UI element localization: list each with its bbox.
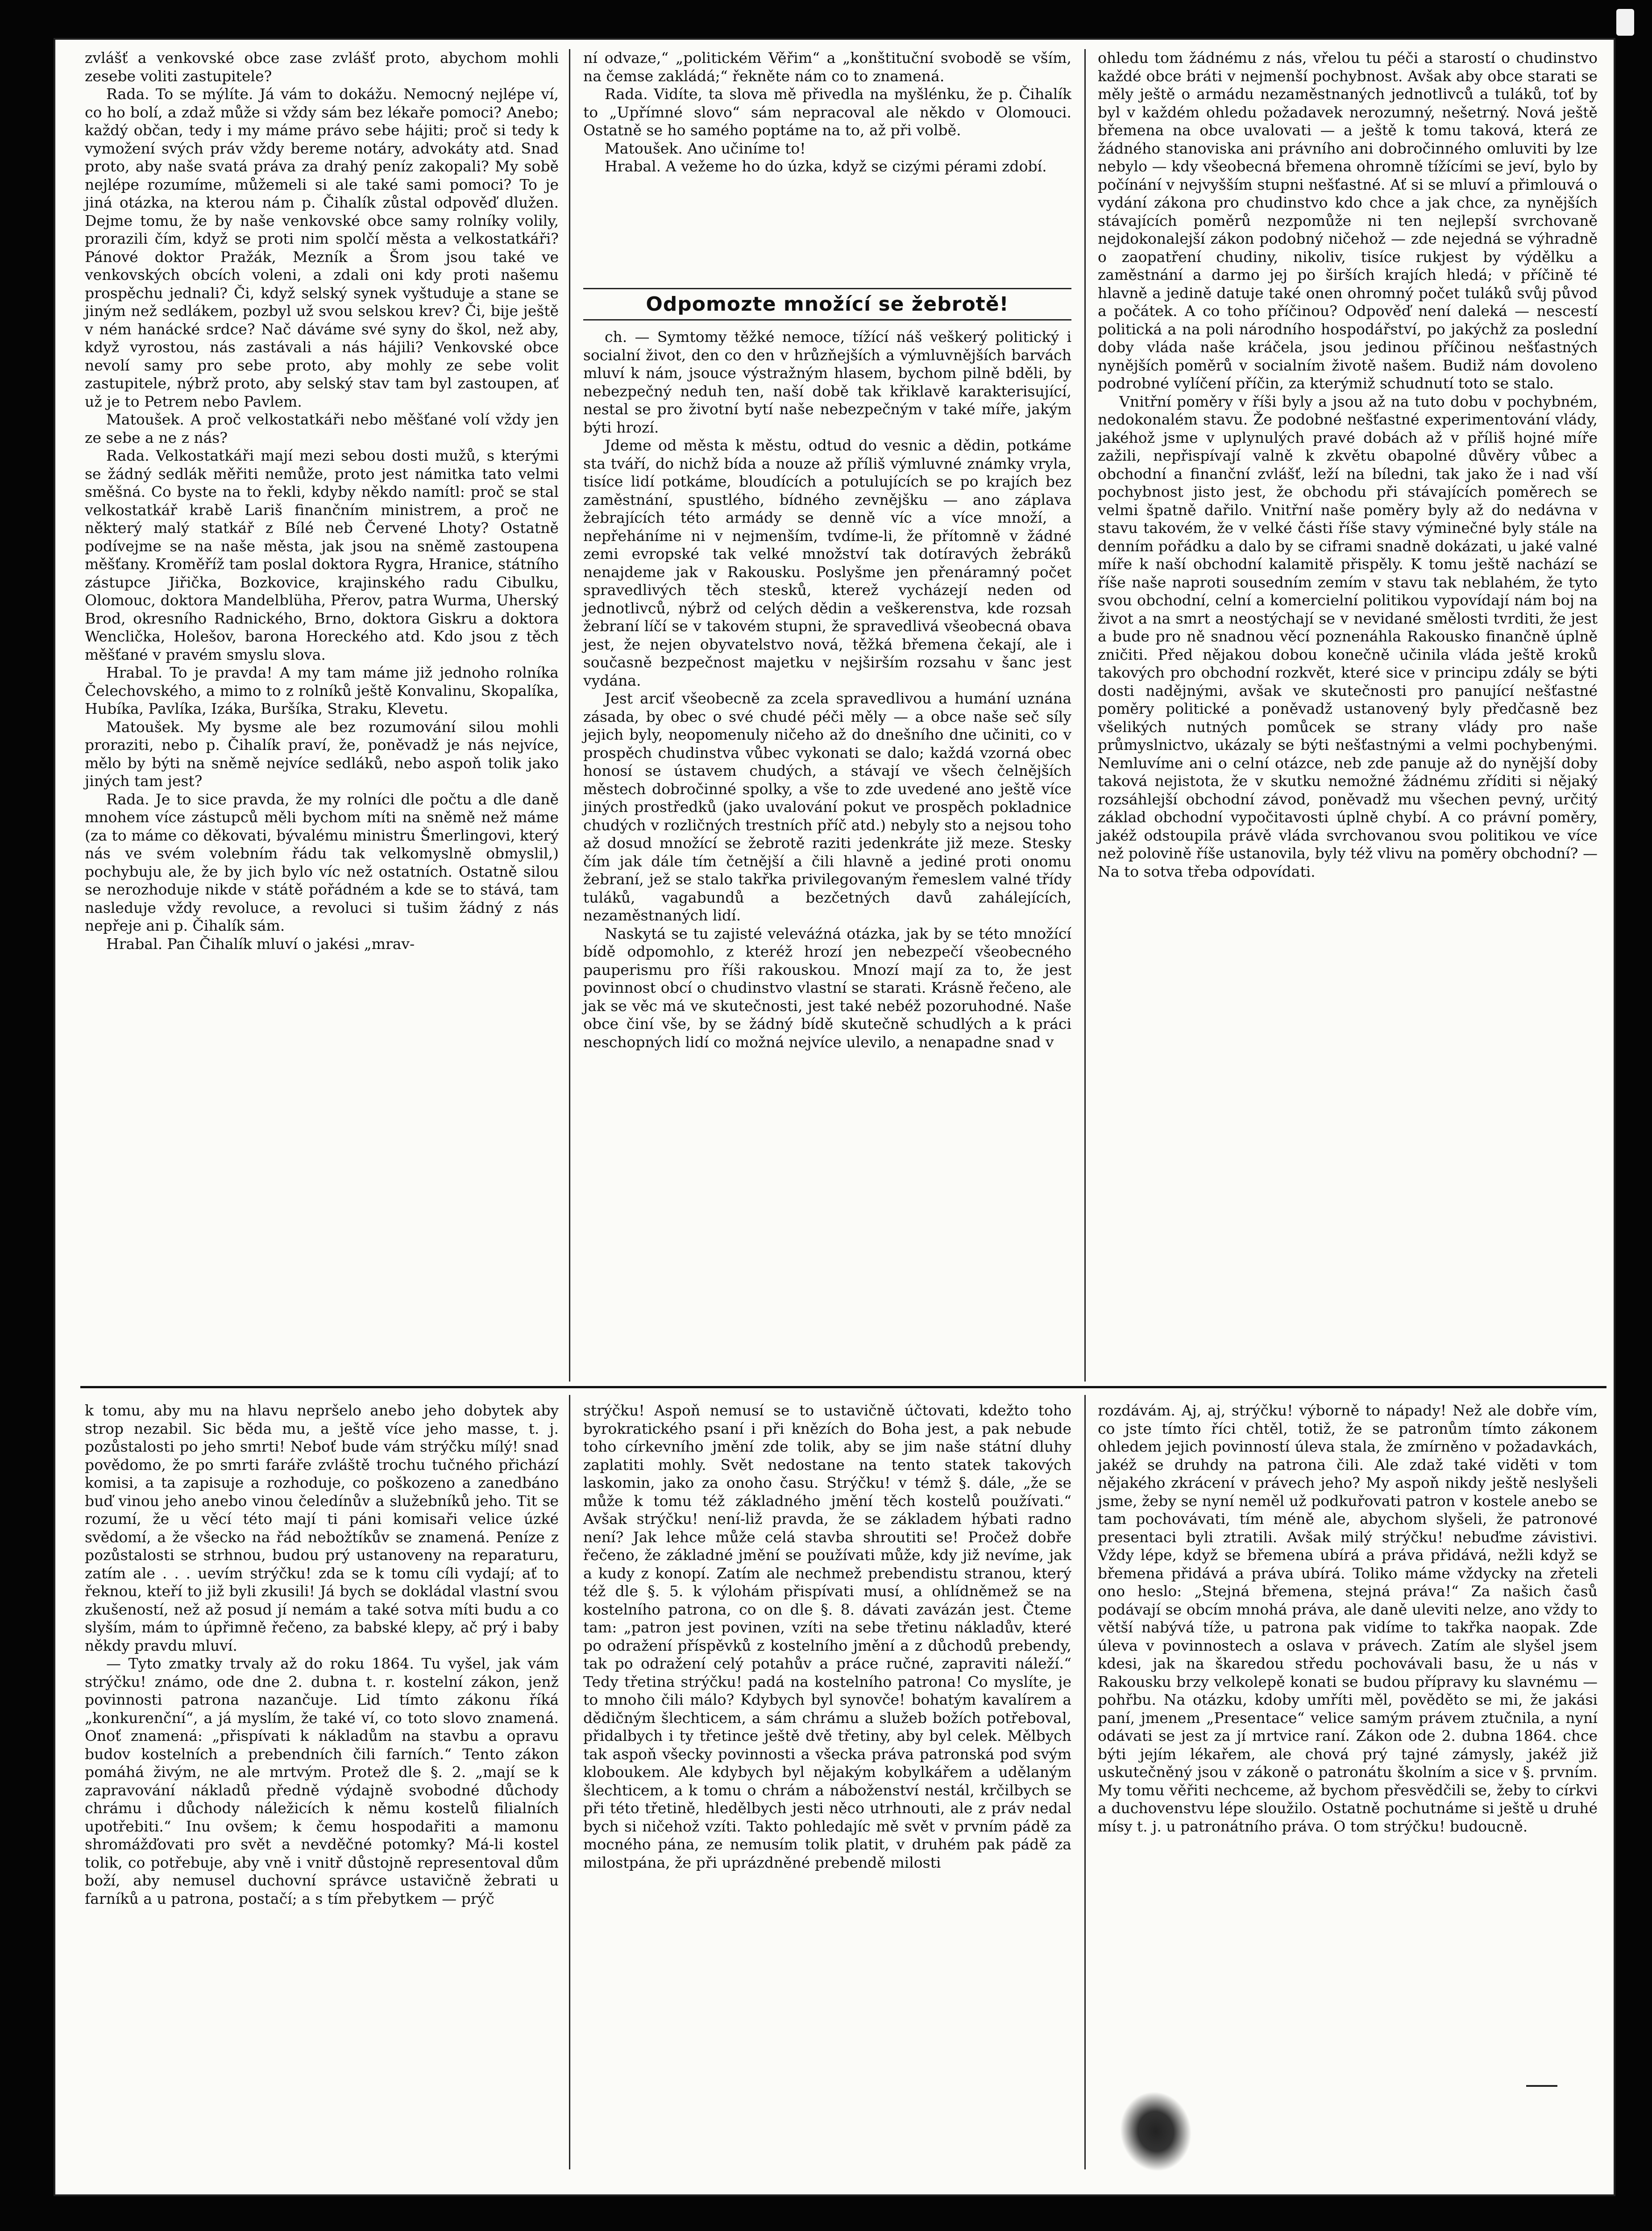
ink-blot bbox=[1112, 2085, 1199, 2178]
top-column-2-dialogue bbox=[583, 49, 1071, 176]
column-rule bbox=[1084, 1395, 1086, 2169]
bottom-column-1 bbox=[85, 1402, 559, 1908]
paragraph: ohledu tom žádnému z nás, vřelou tu péči a starostí o chudinstvo každé obce bráti v nejmenší pochybnost. Avšak aby obce starati se měly ještě o armádu nezaměstnaných jednotlivců a tuláků, toť by byl v každém ohledu požadavek nerozumný, nešetrný. Nová ještě břemena na obce uvalovati — a ještě k tomu taková, která ze žádného stanoviska ani právního ani dobročinného omluviti by lze nebylo — kdy všeobecná břemena ohromně tížícími se jeví, bylo by počínání v nejvyšším stupni nešťastné. Ať si se mluví a přimlouvá o vydání zákona pro chudinstvo kdo chce a jak chce, za nynějších stávajících poměrů nezpomůže ni ten nejlepší svrchovaně nejdokonalejší zákon podobný ničehož — zde nejedná se výhradně o zaopatření chudiny, nikoliv, tisíce rukjest by výdělku a zaměstnání a darmo jej po širších krajích hledá; v příčině té hlavně a jedině datuje také onen ohromný počet tuláků svůj původ a počátek. A co toho příčinou? Odpověď není daleká — nescestí politická a na poli národního hospodářství, po jakýchž za poslední doby vláda naše kráčela, jsou jedinou příčinou nešťastných nynějších poměrů v socialním životě našem. Budiž nám dovoleno podrobné vylíčení příčin, za kterýmiž schudnutí toto se stalo. bbox=[1098, 49, 1598, 392]
paragraph: ch. — Symtomy těžké nemoce, tížící náš veškerý politický i socialní život, den co den v hrůzňejších a výmluvnějších barvách mluví k nám, jsouce výstražným hlasem, bychom pilně bděli, by nebezpečný neduh ten, naší době tak křiklavě karakterisující, nestal se pro životní bytí naše nebezpečným v také míře, jakým býti hrozí. bbox=[583, 328, 1071, 436]
paragraph: Matoušek. Ano učiníme to! bbox=[605, 139, 806, 157]
top-column-3 bbox=[1098, 49, 1598, 881]
paragraph: Rada. To se mýlíte. Já vám to dokážu. Nemocný nejlépe ví, co ho bolí, a zdaž může si vždy sám bez lékaře pomoci? Anebo; každý občan, tedy i my máme právo sebe hájiti; proč si tedy k vymožení svých práv vždy bereme notáry, advokáty atd. Snad proto, aby naše svatá práva za drahý peníz zakopali? My sobě nejlépe rozumíme, můžemeli si ale také sami pomoci? To je jiná otázka, na kterou nám p. Čihalík zůstal odpověď dlužen. Dejme tomu, že by naše venkovské obce samy rolníky volily, prorazili čím, když se proti nim spolčí města a velkostatkáři? Pánové doktor Pražák, Mezník a Šrom jsou také ve venkovských obcích voleni, a zdali oni kdy proti našemu prospěchu jednali? Či, když selský synek vyštuduje a stane se jiným než sedlákem, pozbyl už svou selskou krev? Či, bije ještě v ném hanácké srdce? Nač dáváme své syny do škol, než aby, když vyrostou, nás zastávali a nás hájili? Venkovské obce nevolí samy pro sebe proto, aby mohly ze sebe volit zastupitele, nýbrž proto, aby selský stav tam byl zastoupen, ať už je to Petrem nebo Pavlem. bbox=[85, 85, 559, 410]
column-rule bbox=[1084, 49, 1086, 1382]
film-marker bbox=[1616, 9, 1634, 36]
paragraph: Matoušek. A proč velkostatkáři nebo měšťané volí vždy jen ze sebe a ne z nás? bbox=[85, 411, 559, 446]
paragraph: zvlášť a venkovské obce zase zvlášť proto, abychom mohli zesebe voliti zastupitele? bbox=[85, 49, 559, 85]
paragraph: Jdeme od města k městu, odtud do vesnic a dědin, potkáme sta tváří, do nichž bída a nouze až příliš výmluvné známky vryla, tisíce lidí potkáme, bloudících a potulujících se po krajích bez zaměstnání, spustlého, bídného zevnějšku — ano záplava žebrajících této armády se denně víc a více množí, a nepřeháníme ni v nejmenším, tvdíme-li, že přítomně v žádné zemi evropské tak velké množství tak dotíravých žebráků nenajdeme jak v Rakousku. Poslyšme jen přenáramný počet spravedlivých těch stesků, kterež vycházejí neden od jednotlivců, nýbrž od celých dědin a veškerenstva, kde rozsah žebraní líčí se v takovém stupni, že spravedlivá všeobecná obava jest, že nejen obyvatelstvo nová, těžká břemena čekají, ale i současně bezpečnost majetku v nejširším rozsahu v šanc jest vydána. bbox=[583, 437, 1071, 689]
paragraph: rozdávám. Aj, aj, strýčku! výborně to nápady! Než ale dobře vím, co jste tímto říci chtěl, totiž, že se patronům tímto zákonem ohledem jejich povinností úleva stala, že zmírněno v požadavkách, jakéž se druhdy na patrona čili. Ale zdaž také viděti v tom nějakého zkrácení v právech jeho? My aspoň nikdy ještě neslyšeli jsme, žeby se nyní neměl už podkuřovati patron v kostele anebo se tam pochovávati, tím méně ale, abychom slyšeli, že patronové presentaci byli ztratili. Avšak milý strýčku! nebuďme závistivi. Vždy lépe, když se břemena ubírá a práva přidává, nežli když se břemena přidává a práva ubírá. Toliko máme vždycky na zřeteli ono heslo: „Stejná břemena, stejná práva!“ Za našich časů podávají se obcím mnohá práva, ale daně uleviti nelze, ano vždy to větší nabývá tíže, u patrona pak vidíme to takřka naopak. Zde úleva v povinnostech a oslava v právech. Zatím ale slyšel jsem kdesi, jak na škaredou středu pochovávali basu, že u nás v Rakousku brzy velkolepě konati se budou přípravy ku slavnému — pohřbu. Na otázku, kdoby umříti měl, pověděto se mi, že jakási paní, jmenem „Presentace“ velice samým právem ztučnila, a nyní odávati se jest za jí mrtvice raní. Zákon ode 2. dubna 1864. chce býti jejím lékařem, ale chová prý tajné zámysly, jakéž již uskutečněný jsou v zákoně o patronátu školním a sice v §. prvním. My tomu věřiti nechceme, až bychom přesvědčili se, žeby to církvi a duchovenstvu lépe sloužilo. Ostatně pochutnáme si ještě u druhé mísy t. j. u patronátního práva. O tom strýčku! budoucně. bbox=[1098, 1402, 1598, 1835]
section-divider bbox=[80, 1386, 1606, 1388]
paragraph: Hrabal. A vežeme ho do úzka, když se cizými pérami zdobí. bbox=[605, 158, 1047, 175]
top-column-2-article bbox=[583, 328, 1071, 1051]
paragraph: ní odvaze,“ „politickém Věřim“ a „konštituční svobodě se vším, na čemse zakládá;“ řekněte nám co to znamená. bbox=[583, 49, 1071, 85]
end-rule bbox=[1526, 2085, 1557, 2087]
paragraph: Rada. Je to sice pravda, že my rolníci dle počtu a dle daně mnohem více zástupců měli bychom míti na sněmě než máme (za to máme co děkovati, bývalému ministru Šmerlingovi, který nás ve svém volebním řádu tak velkomyslně obmyslil,) pochybuju ale, že by jich bylo víc než ostatních. Ostatně silou se nerozhoduje nikde v státě pořádném a kde se to stává, tam nasleduje vždy revoluce, a revoluci si tušim žádný z nás nepřeje ani p. Čihalík sám. bbox=[85, 790, 559, 934]
paragraph: Naskytá se tu zajisté veleváźná otázka, jak by se této množící bídě odpomohlo, z kteréž hrozí jen nebezpečí všeobecného pauperismu pro říši rakouskou. Mnozí mají za to, že jest povinnost obcí o chudinstvo vlastní se starati. Krásně řečeno, ale jak se věc má ve skutečnosti, jest také nebéž pozoruhodné. Naše obce činí vše, by se žádný bídě skutečně schudlých a k práci neschopných lidí co možná nejvíce ulevilo, a nenapadne snad v bbox=[583, 924, 1071, 1051]
paragraph: Matoušek. My bysme ale bez rozumování silou mohli proraziti, nebo p. Čihalík praví, že, poněvadž je nás nejvíce, mělo by býti na sněmě nejvíce sedláků, nebo aspoň tolik jako jiných tam jest? bbox=[85, 718, 559, 790]
paragraph: Hrabal. To je pravda! A my tam máme již jednoho rolníka Čelechovského, a mimo to z rolníků ještě Konvalinu, Skopalíka, Hubíka, Pavlíka, Izáka, Buršíka, Straku, Klevetu. bbox=[85, 664, 559, 717]
bottom-column-2 bbox=[583, 1402, 1071, 1872]
paragraph: strýčku! Aspoň nemusí se to ustavičně účtovati, kdežto toho byrokratického psaní i při knězích do Boha jest, a pak nebude toho církevního jmění zde tolik, aby se jim naše státní dluhy zaplatiti mohly. Svět nedostane na tento statek takových laskomin, jako za onoho času. Strýčku! v témž §. dále, „že se může k tomu též základného jmění těch kostelů používati.“ Avšak strýčku! není-liž pravda, že se základem hýbati radno není? Jak lehce může celá stavba shroutiti se! Pročež dobře řečeno, že základné jmění se používati může, kdy již nevíme, jak a kudy z konopí. Zatím ale nechmež prebendistu stranou, který též dle §. 5. k výlohám přispívati musí, a ohlídněmež se na kostelního patrona, co on dle §. 8. dávati zavázán jest. Čteme tam: „patron jest povinen, vzíti na sebe třetinu nákladův, které po odražení příspěvků z kostelního jmění a z důchodů prebendy, tak po odražení celý potahův a práce ručné, zapraviti náleží.“ Tedy třetina strýčku! padá na kostelního patrona! Co myslíte, je to mnoho čili málo? Kdybych byl synovče! bohatým kavalírem a dědičným šlechticem, a sám chrámu a služeb božích potřeboval, přidalbych i ty třetince ještě dvě třetiny, aby byl celek. Mělbych tak aspoň všecky povinnosti a všecka práva patronská pod svým kloboukem. Ale kdybych byl nějakým kobylkářem a udělaným šlechticem, a k tomu o chrám a náboženství nestál, krčilbych se při této třetině, hledělbych jesti něco utrhnouti, ale z práv nedal bych si ničehož vzíti. Takto pohledajíc mě svět v prvním pádě za mocného pána, ze nemusím tolik platit, v druhém pak pádě za milostpána, že při uprázdněné prebendě milosti bbox=[583, 1402, 1071, 1871]
column-rule bbox=[569, 1395, 570, 2169]
paragraph: Rada. Velkostatkáři mají mezi sebou dosti mužů, s kterými se žádný sedlák měřiti nemůže, proto jest námitka tato velmi směšná. Co byste na to řekli, kdyby někdo namítl: proč se stal velkostatkář krabě Lariš finančním ministrem, a proč ne některý malý statkář z Bílé neb Červené Lhoty? Ostatně podívejme se na naše města, jak jsou na sněmě zastoupena měšťany. Kroměříž tam poslal doktora Rygra, Hranice, státního zástupce Jiřička, Bozkovice, krajinského radu Cibulku, Olomouc, doktora Mandelblüha, Přerov, patra Wurma, Uherský Brod, okresního Radnického, Brno, doktora Giskru a doktora Wenclička, Holešov, barona Horeckého atd. Kdo jsou z těch měšťané v pravém smyslu slova. bbox=[85, 447, 559, 663]
paragraph: Rada. Vidíte, ta slova mě přivedla na myšlénku, že p. Čihalík to „Upřímné slovo“ sám nepracoval ale někdo v Olomouci. Ostatně se ho samého poptáme na to, až při volbě. bbox=[583, 85, 1071, 139]
article-heading: Odpomozte množící se žebrotě! bbox=[583, 288, 1071, 320]
paragraph: k tomu, aby mu na hlavu nepršelo anebo jeho dobytek aby strop nezabil. Sic běda mu, a ještě více jeho masse, t. j. pozůstalosti po jeho smrti! Neboť bude vám strýčku mílý! snad povědomo, že po smrti faráře zvláště trochu tučného přichází komisi, a ta zapisuje a rozhoduje, co poškozeno a zanedbáno buď vinou jeho anebo vinou čeledínův a služebníků jeho. Tit se rozumí, že u věcí této mají ti páni komisaři velice úzké svědomí, a že všecko na řád nebožtíkův se znamená. Peníze z pozůstalosti se strhnou, budou prý ustanoveny na reparaturu, zatím ale . . . uevím strýčku! zda se k tomu cíli vydají; ať to řeknou, kteří to již byli zkusili! Já bych se dokládal vlastní svou zkušeností, než až posud jí nemám a také sotva míti budu a co slyším, mám to úpřimně řečeno, za babské klepy, ač prý i baby někdy pravdu mluví. bbox=[85, 1402, 559, 1654]
paragraph: — Tyto zmatky trvaly až do roku 1864. Tu vyšel, jak vám strýčku! známo, ode dne 2. dubna t. r. kostelní zákon, jenž povinnosti patrona nazančuje. Lid tímto zákonu říká „konkurenční“, a já myslím, že také ví, co toto slovo znamená. Onoť znamená: „přispívati k nákladům na stavbu a opravu budov kostelních a prebendních čili farních.“ Tento zákon pomáhá živým, ne ale mrtvým. Protež dle §. 2. „mají se k zapravování nákladů předně výdajně svobodné důchody chrámu i důchody náležicích k němu kostelů filialních upotřebiti.“ Inu ovšem; k čemu hospodařiti a mamonu shromážďovati pro svět a nevděčné potomky? Má-li kostel tolik, co potřebuje, aby vně i vnitř důstojně representoval dům boží, aby nemusel duchovní správce ustavičně žebrati u farníků a u patrona, postačí; a s tím přebytkem — prýč bbox=[85, 1655, 559, 1907]
top-column-1 bbox=[85, 49, 559, 953]
paragraph: Jest arciť všeobecně za zcela spravedlivou a humání uznána zásada, by obec o své chudé péči měly — a obce naše seč síly jejich byly, neopomenuly ničeho až do dnešního dne učiniti, co v prospěch chudinstva vůbec vykonati se dalo; každá vzorná obec honosí se ústavem chudých, a stávají ve všech čelnějších městech dobročinné spolky, a vše to zde uvedené ano ještě více jiných prostředků (jako uvalování pokut ve prospěch pokladnice chudých v rozličných trestních příč atd.) nebyly sto a nejsou toho až dosud množící se žebrotě raziti jedenkráte již meze. Stesky čím jak dále tím četnější a čili hlavně a jediné proti onomu žebraní, jež se stalo takřka privilegovaným řemeslem valné třídy tuláků, vagabundů a bezčetných davů zahálejících, nezaměstnaných lidí. bbox=[583, 690, 1071, 924]
paragraph: Vnitřní poměry v říši byly a jsou až na tuto dobu v pochybném, nedokonalém stavu. Že podobné nešťastné experimentování vlády, jakéhož jsme v uplynulých pravé dobách až v příliš hojné míře zažili, nepřispívají valně k zkvětu obapolné důvěry vůbec a obchodní a finanční zvlášť, leží na bíledni, tak jako že i nad vší pochybnost jisto jest, že obchodu při stávajících poměrech se velmi špatně dařilo. Vnitřní naše poměry byly až do nedávna v stavu takovém, že v velké části říše stavy výminečné byly stále na denním pořádku a dalo by se ciframi snadně dokázati, u jaké valné míře k naší obchodní kalamitě přispěly. K tomu ještě nachází se říše naše naproti sousedním zemím v stavu tak neblahém, že tyto svou obchodní, celní a komercielní politikou vypovídají nám boj na život a na smrt a neostýchají se v nevidané smělosti tvrditi, že jest a bude pro ně snadnou věcí poznenáhla Rakousko finančně úplně zničiti. Před nějakou dobou konečně učinila vláda ještě kroků takových pro obchodní rozkvět, které sice v principu zdály se býti dosti nadějnými, avšak ve skutečnosti pro panující nešťastné poměry politické a poněvadž ustanovený byly předčasně bez všelikých nutných pomůcek se strany vlády pro naše průmyslnictvo, ukázaly se býti nešťastnými a velmi pochybenými. Nemluvíme ani o celní otázce, neb zde panuje až do nynější doby taková nejistota, že v skutku nemožné žádnému zříditi si nějaký rozsáhlejší obchodní závod, poněvadž mu všechen pevný, určitý základ obchodní vypočitavosti úplně chybí. A co právní poměry, jakéž odstoupila právě vláda svrchovanou svou politikou ve více než polovině říše ustanovila, byly též vlivu na poměry obchodní? — Na to sotva třeba odpovídati. bbox=[1098, 392, 1598, 880]
newspaper-page bbox=[54, 38, 1615, 2196]
column-rule bbox=[569, 49, 570, 1382]
paragraph: Hrabal. Pan Čihalík mluví o jakési „mrav- bbox=[106, 935, 415, 953]
bottom-column-3 bbox=[1098, 1402, 1598, 1836]
